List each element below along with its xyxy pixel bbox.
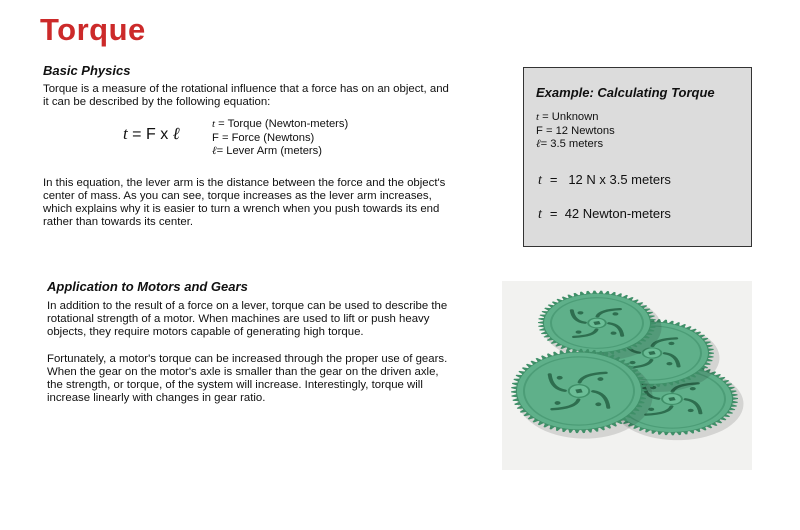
example-given: [536, 125, 615, 139]
example-symbol: t: [538, 173, 542, 188]
explanation-line: which explains why it is easier to turn a wrench when you push towards its end: [43, 203, 440, 215]
example-symbol: ℓ: [536, 138, 541, 150]
example-given: [536, 138, 615, 152]
equation-middle: = F x: [127, 126, 173, 143]
calculation-text: = 12 N x 3.5 meters: [549, 172, 671, 187]
explanation-line: center of mass. As you can see, torque increases as the lever arm increases,: [43, 190, 432, 202]
example-symbol: t: [538, 207, 542, 222]
intro-line: Torque is a measure of the rotational influence that a force has on an object, and: [43, 83, 449, 95]
intro-line: it can be described by the following equation:: [43, 96, 271, 108]
legend-text: = Lever Arm (meters): [216, 145, 322, 157]
paragraph-line: objects, they require motors capable of generating high torque.: [47, 326, 364, 338]
example-result: [538, 206, 671, 223]
legend-item: [212, 118, 348, 132]
example-title: Example: Calculating Torque: [536, 85, 715, 100]
legend-text: F = Force (Newtons): [212, 131, 315, 144]
gears-illustration: [502, 281, 752, 470]
example-text: F = 12 Newtons: [536, 124, 615, 137]
legend-symbol: ℓ: [212, 145, 217, 157]
torque-symbol: t: [123, 124, 128, 143]
basic-physics-intro: [43, 83, 449, 109]
paragraph-line: In addition to the result of a force on a lever, torque can be used to describe the: [47, 300, 448, 312]
example-symbol: t: [536, 111, 540, 123]
legend-symbol: t: [212, 118, 216, 130]
paragraph-line: the strength, or torque, of the system will increase. Interestingly, torque will: [47, 379, 423, 391]
paragraph-line: When the gear on the motor's axle is smaller than the gear on the driven axle,: [47, 366, 439, 378]
application-paragraph-2: [47, 353, 447, 405]
example-text: = Unknown: [539, 111, 599, 123]
explanation-line: rather than towards its center.: [43, 216, 194, 228]
paragraph-line: rotational strength of a motor. When machines are used to lift or push heavy: [47, 313, 430, 325]
legend-item: [212, 132, 348, 146]
application-heading: Application to Motors and Gears: [47, 279, 248, 294]
basic-physics-explanation: [43, 177, 445, 229]
paragraph-line: Fortunately, a motor's torque can be increased through the proper use of gears.: [47, 353, 448, 365]
torque-equation: [123, 124, 180, 144]
basic-physics-heading: Basic Physics: [43, 63, 131, 78]
example-text: = 3.5 meters: [540, 138, 604, 150]
result-text: = 42 Newton-meters: [549, 206, 671, 221]
legend-item: [212, 145, 348, 159]
application-paragraph-1: [47, 300, 447, 339]
paragraph-line: increase linearly with changes in gear ratio.: [47, 392, 266, 404]
example-given: [536, 111, 615, 125]
equation-legend: [212, 118, 348, 159]
page-title: Torque: [40, 12, 146, 47]
explanation-line: In this equation, the lever arm is the distance between the force and the object's: [43, 177, 446, 189]
legend-text: = Torque (Newton-meters): [215, 118, 349, 130]
example-givens: [536, 111, 615, 152]
lever-arm-symbol: ℓ: [172, 124, 180, 143]
gears-photo: [502, 281, 752, 470]
example-calculation: [538, 172, 671, 189]
example-box: [523, 67, 752, 247]
